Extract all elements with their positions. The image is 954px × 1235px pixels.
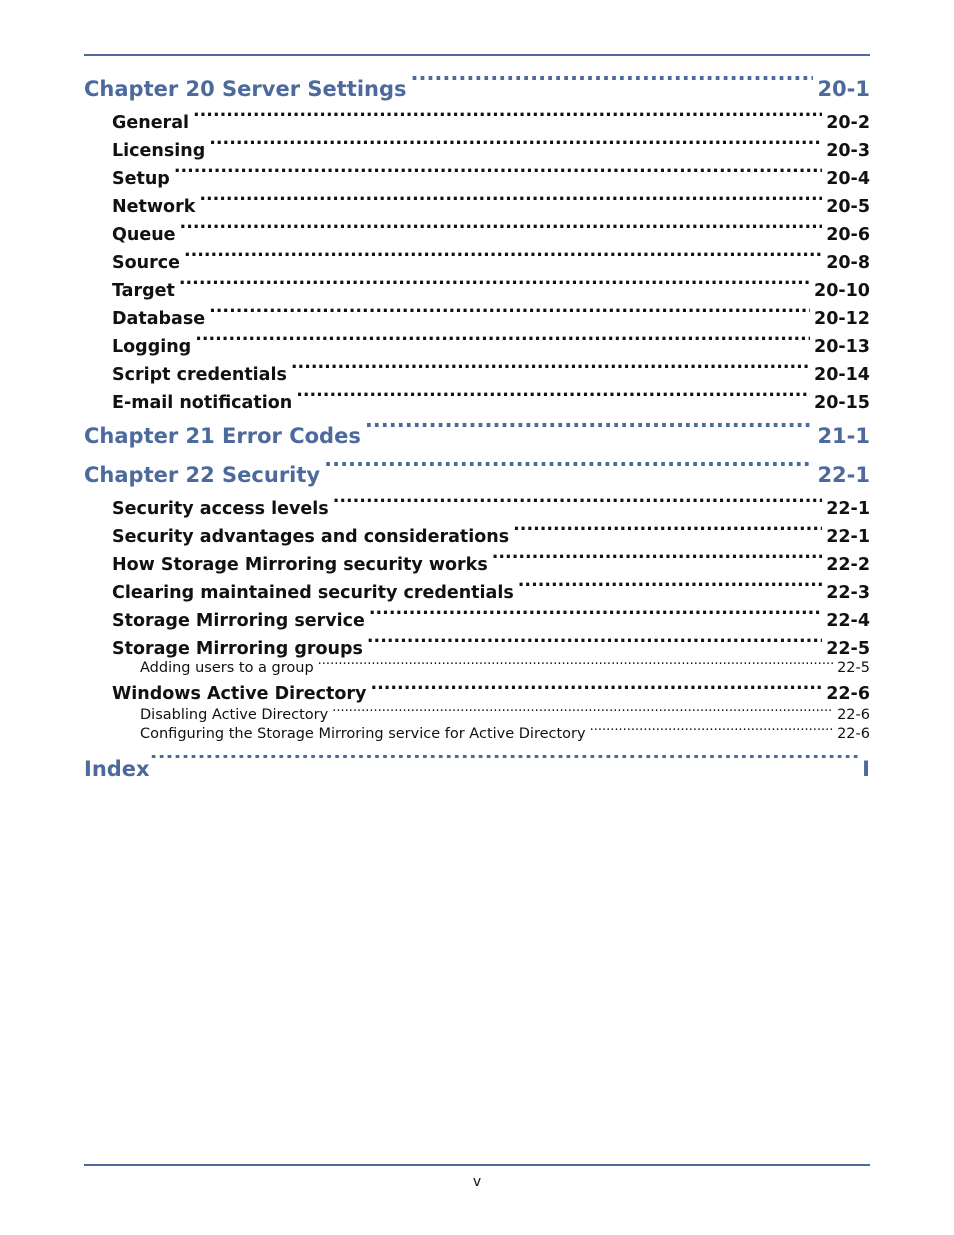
toc-entry-title: Security access levels <box>112 499 329 519</box>
toc-entry-page: 22-5 <box>837 660 870 676</box>
dot-leader <box>370 682 822 696</box>
toc-entry-title: Disabling Active Directory <box>140 707 329 723</box>
toc-entry-title: Licensing <box>112 141 206 161</box>
toc-entry-adding-users[interactable] <box>84 659 870 682</box>
dot-leader <box>209 138 822 153</box>
dot-leader <box>150 755 859 773</box>
toc-entry-title: Setup <box>112 169 170 189</box>
toc-entry-title: Database <box>112 309 206 329</box>
dot-leader <box>365 422 814 440</box>
dot-leader <box>291 362 810 377</box>
toc-entry-how-security-works[interactable] <box>84 551 870 579</box>
toc-entry-title: Chapter 20 Server Settings <box>84 77 407 101</box>
toc-entry-source[interactable] <box>84 249 870 277</box>
toc-entry-windows-active-directory[interactable] <box>84 682 870 706</box>
dot-leader <box>590 725 833 736</box>
toc-entry-security-access-levels[interactable] <box>84 495 870 523</box>
toc-entry-general[interactable] <box>84 109 870 137</box>
toc-entry-title: Adding users to a group <box>140 660 314 676</box>
dot-leader <box>332 706 833 717</box>
toc-entry-clearing-credentials[interactable] <box>84 579 870 607</box>
toc-entry-title: Index <box>84 757 150 781</box>
toc-entry-title: Logging <box>112 337 192 357</box>
toc-entry-queue[interactable] <box>84 221 870 249</box>
toc-entry-page: I <box>862 757 870 781</box>
dot-leader <box>180 222 823 237</box>
toc-entry-page: 20-14 <box>814 365 870 385</box>
toc-entry-disabling-active-directory[interactable] <box>84 706 870 725</box>
dot-leader <box>333 496 822 511</box>
toc-entry-page: 22-6 <box>837 726 870 742</box>
table-of-contents <box>84 70 870 791</box>
toc-entry-network[interactable] <box>84 193 870 221</box>
footer-rule <box>84 1164 870 1166</box>
toc-entry-page: 22-1 <box>817 463 870 487</box>
dot-leader <box>492 552 822 567</box>
toc-entry-title: Configuring the Storage Mirroring service for Active Directory <box>140 726 586 742</box>
toc-entry-page: 20-6 <box>826 225 870 245</box>
toc-entry-target[interactable] <box>84 277 870 305</box>
dot-leader <box>411 75 814 93</box>
toc-entry-security-advantages[interactable] <box>84 523 870 551</box>
toc-entry-title: Clearing maintained security credentials <box>112 583 514 603</box>
toc-entry-title: Storage Mirroring service <box>112 611 365 631</box>
toc-index[interactable] <box>84 747 870 791</box>
dot-leader <box>367 636 822 651</box>
toc-entry-title: Script credentials <box>112 365 287 385</box>
dot-leader <box>518 580 822 595</box>
dot-leader <box>179 278 810 293</box>
toc-entry-title: E-mail notification <box>112 393 293 413</box>
toc-entry-title: Queue <box>112 225 176 245</box>
toc-entry-title: Chapter 22 Security <box>84 463 321 487</box>
toc-entry-page: 22-1 <box>826 527 870 547</box>
toc-entry-title: Chapter 21 Error Codes <box>84 424 361 448</box>
toc-entry-page: 20-12 <box>814 309 870 329</box>
toc-chapter-22[interactable] <box>84 456 870 495</box>
toc-entry-title: Network <box>112 197 196 217</box>
toc-entry-page: 20-15 <box>814 393 870 413</box>
dot-leader <box>184 250 822 265</box>
toc-entry-page: 20-10 <box>814 281 870 301</box>
toc-entry-page: 20-1 <box>817 77 870 101</box>
toc-entry-page: 20-8 <box>826 253 870 273</box>
header-rule <box>84 54 870 56</box>
toc-entry-licensing[interactable] <box>84 137 870 165</box>
toc-entry-logging[interactable] <box>84 333 870 361</box>
toc-entry-page: 22-3 <box>826 583 870 603</box>
toc-entry-page: 20-2 <box>826 113 870 133</box>
toc-entry-title: Storage Mirroring groups <box>112 639 363 659</box>
toc-entry-page: 21-1 <box>817 424 870 448</box>
dot-leader <box>174 166 822 181</box>
dot-leader <box>209 306 810 321</box>
toc-entry-storage-mirroring-groups[interactable] <box>84 635 870 659</box>
toc-entry-page: 20-4 <box>826 169 870 189</box>
toc-entry-email-notification[interactable] <box>84 389 870 417</box>
toc-chapter-21[interactable] <box>84 417 870 456</box>
toc-entry-title: Windows Active Directory <box>112 684 367 704</box>
dot-leader <box>199 194 822 209</box>
dot-leader <box>513 524 822 539</box>
toc-entry-page: 22-2 <box>826 555 870 575</box>
toc-entry-title: General <box>112 113 189 133</box>
toc-entry-configuring-service-ad[interactable] <box>84 725 870 747</box>
toc-entry-script-credentials[interactable] <box>84 361 870 389</box>
toc-chapter-20[interactable] <box>84 70 870 109</box>
toc-entry-database[interactable] <box>84 305 870 333</box>
toc-entry-page: 22-6 <box>837 707 870 723</box>
toc-entry-page: 22-6 <box>826 684 870 704</box>
toc-entry-title: Source <box>112 253 180 273</box>
toc-entry-page: 22-4 <box>826 611 870 631</box>
dot-leader <box>193 110 822 125</box>
toc-entry-title: Target <box>112 281 175 301</box>
toc-entry-title: How Storage Mirroring security works <box>112 555 488 575</box>
toc-entry-page: 22-1 <box>826 499 870 519</box>
toc-entry-title: Security advantages and considerations <box>112 527 510 547</box>
toc-entry-storage-mirroring-service[interactable] <box>84 607 870 635</box>
toc-entry-page: 20-5 <box>826 197 870 217</box>
toc-entry-setup[interactable] <box>84 165 870 193</box>
page-number: v <box>472 1174 482 1190</box>
dot-leader <box>195 334 810 349</box>
toc-entry-page: 20-13 <box>814 337 870 357</box>
dot-leader <box>318 659 833 670</box>
toc-entry-page: 20-3 <box>826 141 870 161</box>
dot-leader <box>324 461 813 479</box>
dot-leader <box>296 390 810 405</box>
dot-leader <box>369 608 822 623</box>
toc-entry-page: 22-5 <box>826 639 870 659</box>
